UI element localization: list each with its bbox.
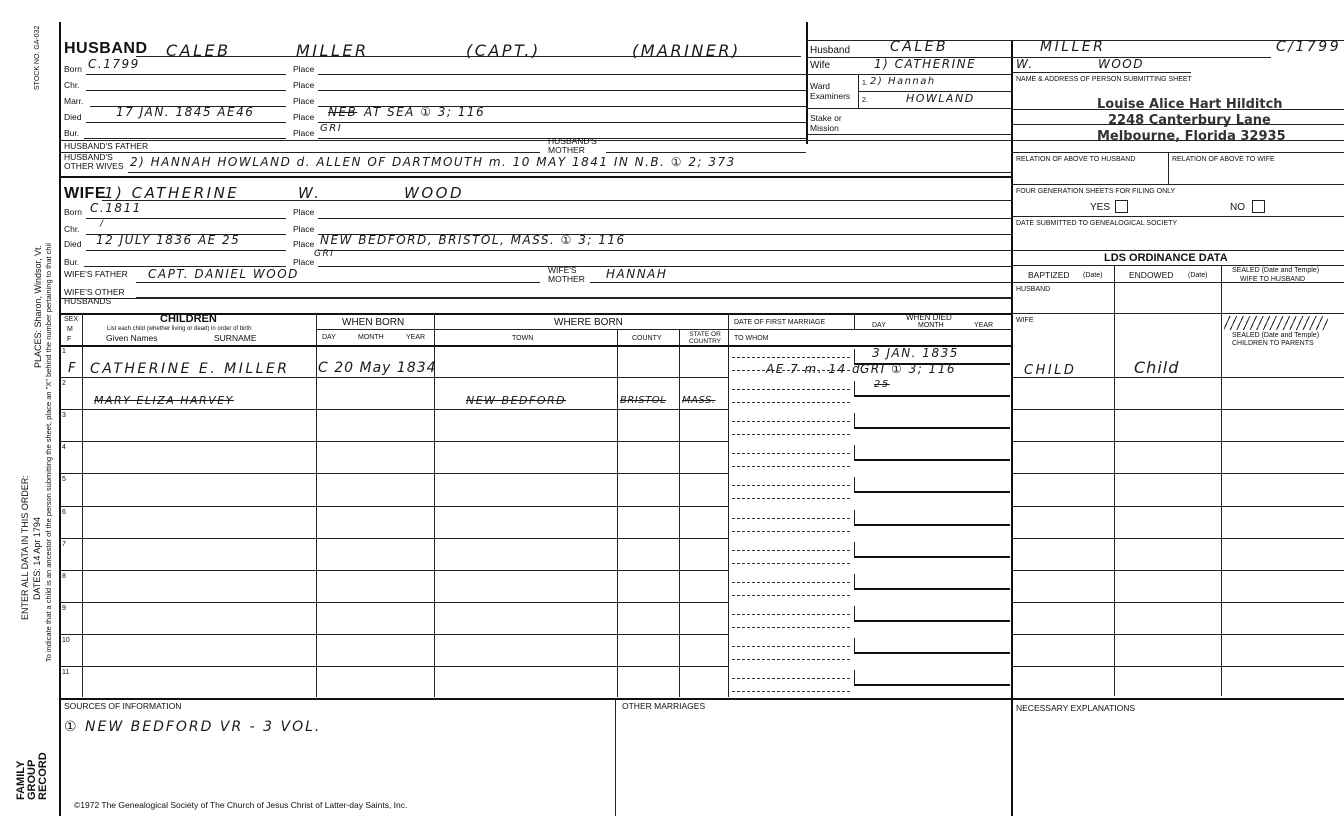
wife-bur-place-label: Place (293, 257, 315, 267)
col-sex: SEX (64, 316, 79, 323)
lds-title: LDS ORDINANCE DATA (1104, 252, 1228, 264)
rp-rel-husband-label: RELATION OF ABOVE TO HUSBAND (1016, 156, 1136, 163)
row-number: 6 (62, 508, 66, 516)
rp-no-checkbox[interactable] (1252, 200, 1265, 213)
husband-heading: HUSBAND (64, 40, 148, 57)
margin-dates: DATES: 14 Apr 1794 (32, 517, 42, 600)
margin-indicate: To indicate that a child is an ancestor of the person submitting the sheet, place an "X" behind the number pertaining to that chil (44, 243, 53, 662)
explanations-label: NECESSARY EXPLANATIONS (1016, 703, 1136, 713)
rp-yes-checkbox[interactable] (1115, 200, 1128, 213)
sources-label: SOURCES OF INFORMATION (64, 701, 182, 711)
wife-surname: WOOD (404, 184, 464, 202)
family-group-record: FAMILY GROUP RECORD (15, 752, 49, 800)
col-died-year: YEAR (974, 322, 994, 329)
col-children-sub: List each child (whether living or dead) in order of birth (107, 326, 252, 332)
wife-died-place: NEW BEDFORD, BRISTOL, MASS. ① 3; 116 (320, 233, 626, 247)
wife-heading: WIFE (64, 185, 106, 202)
col-given-names: Given Names (106, 333, 158, 343)
wife-mother-value: HANNAH (606, 267, 668, 281)
lds-husband-row: HUSBAND (1016, 286, 1051, 293)
rp-husband-name: CALEB (890, 39, 949, 55)
margin-places: PLACES: Sharon, Windsor, Vt. (33, 244, 43, 368)
wife-mother-label: WIFE'S MOTHER (548, 265, 585, 284)
col-to-whom: TO WHOM (734, 335, 769, 342)
lds-sealed-children-2: CHILDREN TO PARENTS (1232, 340, 1314, 347)
wife-bur-label: Bur. (64, 257, 80, 267)
row-number: 4 (62, 444, 66, 452)
husband-given-name: CALEB (166, 41, 231, 60)
rp-wife-name: 1) CATHERINE (874, 57, 977, 71)
child1-born: C 20 May 1834 (318, 360, 437, 376)
lds-child1-baptized: CHILD (1024, 363, 1077, 378)
rp-submitter-name: Louise Alice Hart Hilditch (1097, 97, 1283, 112)
wife-died-place-label: Place (293, 239, 315, 249)
wife-middle: W. (298, 184, 322, 202)
lds-endowed-date: (Date) (1188, 272, 1208, 279)
child2-state-struck: MASS. (682, 395, 716, 406)
col-when-died: WHEN DIED (906, 313, 952, 322)
husband-other-wives-label: HUSBAND'S OTHER WIVES (64, 152, 124, 171)
child1-died: 3 JAN. 1835 (872, 346, 959, 360)
row-number: 9 (62, 604, 66, 612)
col-first-marriage: DATE OF FIRST MARRIAGE (734, 319, 826, 326)
husband-marr-place-label: Place (293, 96, 315, 106)
husband-occupation: (MARINER) (632, 41, 741, 60)
row-number: 10 (62, 636, 70, 644)
lds-endowed-label: ENDOWED (1129, 270, 1174, 280)
row-number: 5 (62, 476, 66, 484)
husband-born-value: C.1799 (88, 57, 140, 71)
husband-bur-place-label: Place (293, 128, 315, 138)
sources-value: ① NEW BEDFORD VR - 3 VOL. (64, 719, 322, 735)
col-sex-m: M (67, 326, 73, 333)
row-number: 2 (62, 380, 66, 388)
col-born-year: YEAR (406, 334, 426, 341)
husband-born-label: Born (64, 64, 82, 74)
child1-marriage: AE 7 m. 14 d. (766, 362, 867, 376)
husband-marr-label: Marr. (64, 96, 84, 106)
col-state: STATE OR COUNTRY (688, 331, 722, 345)
row-number: 8 (62, 572, 66, 580)
lds-wife-row: WIFE (1016, 317, 1034, 324)
husband-surname: MILLER (296, 41, 369, 60)
rp-husband-surname: MILLER (1040, 39, 1106, 55)
child1-died-ref: GRI ① 3; 116 (860, 362, 956, 376)
husband-died-place-label: Place (293, 112, 315, 122)
col-born-day: DAY (322, 334, 336, 341)
husband-bur-value: GRI (320, 123, 343, 134)
rp-four-gen-label: FOUR GENERATION SHEETS FOR FILING ONLY (1016, 188, 1176, 195)
rp-yes-label: YES (1090, 202, 1111, 213)
col-surname: SURNAME (214, 333, 257, 343)
wife-chr-label: Chr. (64, 224, 80, 234)
row-number: 7 (62, 540, 66, 548)
husband-died-place-struck: NEB (328, 105, 358, 119)
husband-bur-label: Bur. (64, 128, 80, 138)
rp-examiners-label: Examiners (810, 91, 851, 101)
wife-born-place-label: Place (293, 207, 315, 217)
lds-sealed-wife-1: SEALED (Date and Temple) (1232, 267, 1320, 274)
wife-chr-place-label: Place (293, 224, 315, 234)
col-where-born: WHERE BORN (554, 317, 623, 328)
rp-submitter-street: 2248 Canterbury Lane (1108, 113, 1271, 128)
husband-chr-label: Chr. (64, 80, 80, 90)
col-town: TOWN (512, 335, 534, 342)
lds-sealed-wife-2: WIFE TO HUSBAND (1240, 276, 1306, 283)
row-number: 1 (62, 348, 66, 355)
wife-given-name: 1) CATHERINE (104, 184, 240, 202)
rp-examiner-value-1: 2) Hannah (870, 76, 936, 87)
col-children-title: CHILDREN (160, 313, 217, 325)
col-when-born: WHEN BORN (342, 317, 405, 328)
col-died-day: DAY (872, 322, 886, 329)
rp-wife-label: Wife (810, 60, 830, 71)
wife-other-husbands-label: WIFE'S OTHER HUSBANDS (64, 287, 125, 306)
col-died-month: MONTH (918, 322, 944, 329)
rp-wife-surname: WOOD (1098, 57, 1144, 71)
child2-town-struck: NEW BEDFORD (466, 394, 567, 407)
rp-ward-label: Ward (810, 81, 830, 91)
wife-father-value: CAPT. DANIEL WOOD (148, 267, 299, 281)
margin-enter-all: ENTER ALL DATA IN THIS ORDER: (20, 475, 30, 620)
wife-chr-value: / (100, 219, 105, 229)
husband-chr-place-label: Place (293, 80, 315, 90)
child1-died-struck: 25 (874, 379, 890, 390)
husband-born-place-label: Place (293, 64, 315, 74)
wife-died-value: 12 JULY 1836 AE 25 (96, 233, 241, 247)
col-born-month: MONTH (358, 334, 384, 341)
wife-born-label: Born (64, 207, 82, 217)
rp-no-label: NO (1230, 202, 1245, 213)
row-number: 3 (62, 412, 66, 420)
rp-examiner-1: 1. (862, 80, 868, 87)
rp-date-submitted-label: DATE SUBMITTED TO GENEALOGICAL SOCIETY (1016, 220, 1178, 227)
child1-sex: F (68, 361, 78, 376)
wife-father-label: WIFE'S FATHER (64, 269, 128, 279)
rp-rel-wife-label: RELATION OF ABOVE TO WIFE (1172, 156, 1275, 163)
rp-examiner-value-2: HOWLAND (906, 92, 975, 105)
rp-stake-label: Stake or Mission (810, 113, 842, 133)
rp-year-note: C/1799 (1276, 39, 1342, 55)
wife-bur-value: GRI (314, 249, 335, 259)
row-number: 11 (62, 669, 70, 676)
husband-died-value: 17 JAN. 1845 AE46 (116, 105, 255, 119)
child2-county-struck: BRISTOL (620, 395, 667, 406)
child2-name-struck: MARY ELIZA HARVEY (94, 394, 234, 407)
wife-born-value: C.1811 (90, 201, 142, 215)
wife-died-label: Died (64, 239, 82, 249)
lds-sealed-children-1: SEALED (Date and Temple) (1232, 332, 1320, 339)
husband-father-label: HUSBAND'S FATHER (64, 141, 149, 151)
rp-submitter-city: Melbourne, Florida 32935 (1097, 129, 1286, 144)
lds-baptized-date: (Date) (1083, 272, 1103, 279)
husband-died-label: Died (64, 112, 82, 122)
other-marriages-label: OTHER MARRIAGES (622, 701, 706, 711)
stock-number: STOCK NO. GA-032 (34, 25, 41, 90)
husband-mother-label: HUSBAND'S MOTHER (548, 136, 597, 155)
col-county: COUNTY (632, 335, 662, 342)
copyright: ©1972 The Genealogical Society of The Church of Jesus Christ of Latter-day Saints, Inc. (74, 800, 408, 810)
lds-child1-endowed: Child (1134, 358, 1180, 377)
rp-wife-middle: W. (1016, 57, 1034, 71)
lds-baptized-label: BAPTIZED (1028, 270, 1070, 280)
rp-husband-label: Husband (810, 45, 851, 56)
husband-died-place: AT SEA ① 3; 116 (364, 105, 486, 119)
rp-examiner-2: 2. (862, 97, 868, 104)
husband-title: (CAPT.) (466, 41, 541, 60)
child1-name: CATHERINE E. MILLER (90, 361, 290, 377)
husband-other-wives-value: 2) HANNAH HOWLAND d. ALLEN OF DARTMOUTH m. 10 MAY 1841 IN N.B. ① 2; 373 (130, 155, 736, 169)
col-sex-f: F (67, 336, 72, 343)
rp-submitter-label: NAME & ADDRESS OF PERSON SUBMITTING SHEET (1016, 76, 1192, 83)
